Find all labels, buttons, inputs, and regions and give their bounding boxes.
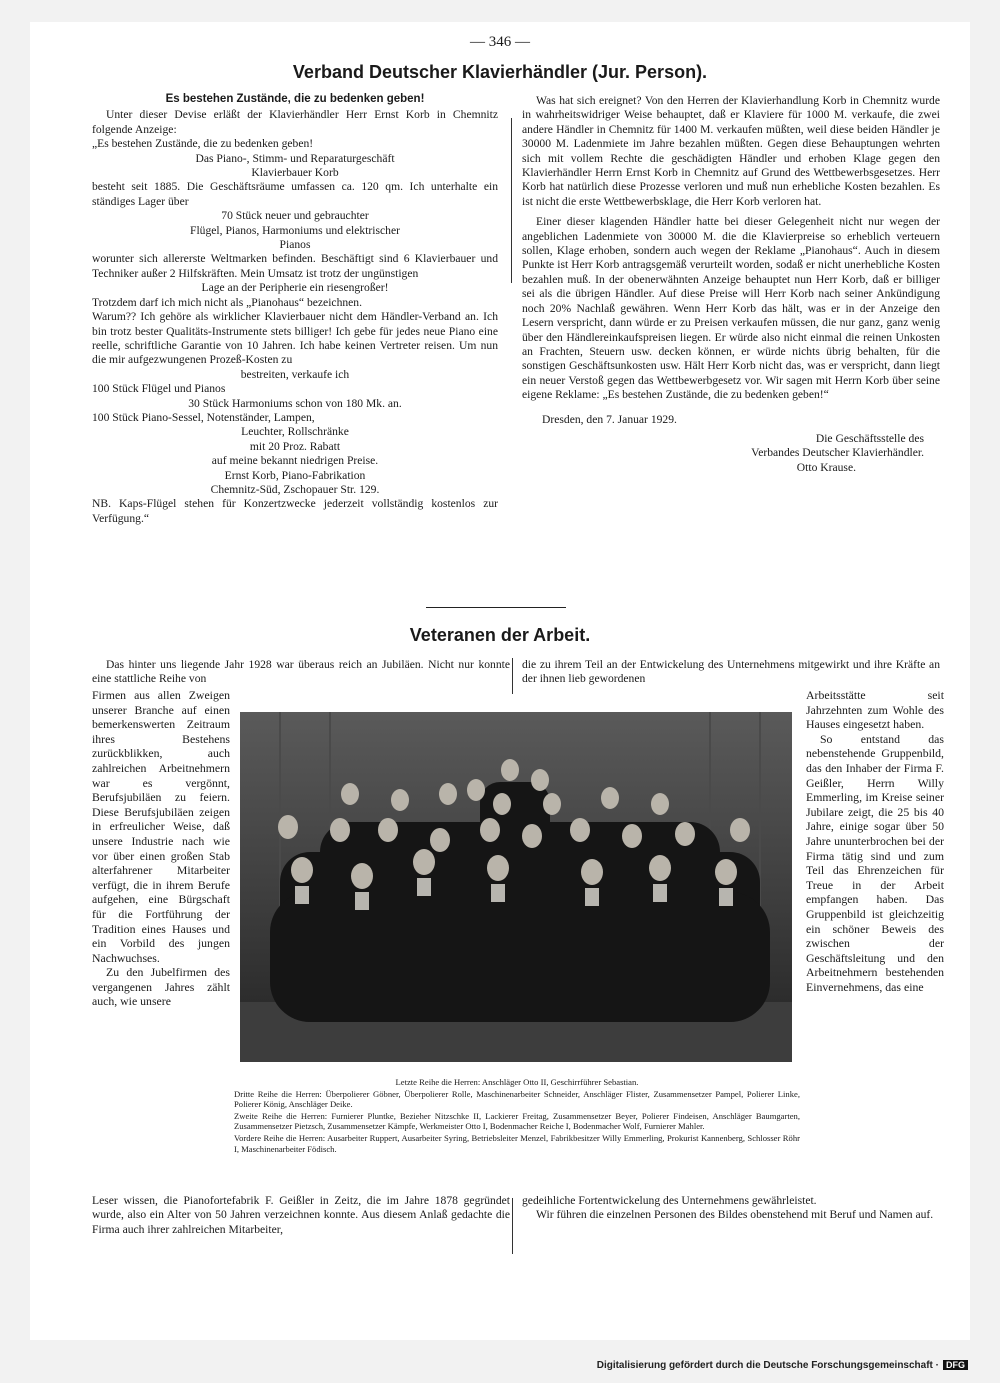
ad-line: Pianos — [279, 238, 311, 252]
dfg-logo: DFG — [943, 1360, 968, 1370]
section2-right-column — [806, 688, 944, 994]
section-rule — [426, 607, 566, 608]
paragraph: gedeihliche Fortentwickelung des Unternehmens gewährleistet. — [522, 1194, 817, 1207]
ad-line: auf meine bekannt niedrigen Preise. — [211, 454, 379, 468]
footer-credit — [597, 1360, 968, 1371]
ad-line: 100 Stück Flügel und Pianos — [92, 382, 226, 396]
ad-line: Warum?? Ich gehöre als wirklicher Klavierbauer nicht dem Händler-Verband an. Ich bin trotz bester Qualitäts-Instrumente stets billiger! Ich gebe für jedes neue Piano eine reelle, schriftliche Garantie von 10 Jahren. Ich habe keinen Vertreter reisen. Um nun die mir aufgezwungenen Prozeß-Kosten zu — [92, 310, 498, 367]
paragraph: Einer dieser klagenden Händler hatte bei dieser Gelegenheit nicht nur wegen der angeblichen Ladenmiete von 30000 M. die die Klavierpreise so erheblich verteuern sollen, Klage erhoben, sondern auch wegen der Reklame „Pianohaus“. Auch in diesem Punkte ist Herr Korb antragsgemäß verurteilt worden, sodaß er nicht unerhebliche Kosten bezahlen muß. In der obenerwähnten Anzeige behauptet nun Herr Korb, daß er billiger sei als die übrigen Händler. Auf diese Preise will Herr Korb nach seiner Ankündigung noch 20% Nachlaß gewähren. Wenn Herr Korb das hält, was er in der Anzeige den Lesern verspricht, dann würde er zu Preisen verkaufen müssen, die nur ganz, ganz wenig über den Händlereinkaufspreisen liegen. Er würde also nicht einmal die reinen Unkosten an Frachten, Steuern usw. decken können, er würde nichts übrig behalten, für die sonstigen Geschäftsunkosten usw. Hält Herr Korb nicht das, was er verspricht, dann liegt ein neuer Verstoß gegen das Wettbewerbgesetz vor. Wir sagen mit Herrn Korb über seine eigene Reklame: „Es bestehen Zustände, die zu bedenken geben!“ — [522, 215, 940, 402]
ad-line: Ernst Korb, Piano-Fabrikation — [224, 468, 366, 482]
paragraph: Wir führen die einzelnen Personen des Bildes obenstehend mit Beruf und Namen auf. — [536, 1208, 934, 1222]
column-divider — [512, 1198, 513, 1254]
signature-line: Verbandes Deutscher Klavierhändler. — [751, 446, 924, 460]
caption-line: Letzte Reihe die Herren: Anschläger Otto II, Geschirrführer Sebastian. — [395, 1077, 639, 1087]
section-title-verband: Verband Deutscher Klavierhändler (Jur. Person). — [292, 62, 708, 82]
ad-line: 30 Stück Harmoniums schon von 180 Mk. an. — [188, 396, 402, 410]
signature-line: Die Geschäftsstelle des — [815, 431, 924, 445]
section-title-veteranen: Veteranen der Arbeit. — [409, 625, 591, 645]
section2-left-column — [92, 688, 230, 1009]
group-photo — [240, 712, 792, 1062]
footer-text: Digitalisierung gefördert durch die Deutsche Forschungsgemeinschaft · — [596, 1360, 939, 1371]
ad-line: Chemnitz-Süd, Zschopauer Str. 129. — [210, 482, 380, 496]
group-photo-image — [240, 712, 792, 1062]
paragraph: Firmen aus allen Zweigen unserer Branche auf einen bemerkenswerten Zeitraum ihres Bestehens zurückblikken, auch zahlreichen Arbeitnehmern war es vergönnt, Berufsjubiläen zu feiern. Diese Berufsjubiläen zeigen in erfreulicher Weise, daß unsere Industrie nach wie vor über einen großen Stab alterfahrener Mitarbeiter verfügt, die in ihrem Berufe aufgehen, eine Bürgschaft für die Fortführung der Tradition eines Hauses und ein Vorbild des jungen Nachwuchses. — [92, 688, 230, 965]
ad-line: worunter sich allererste Weltmarken befinden. Beschäftigt sind 6 Klavierbauer und Techniker außer 2 Hilfskräften. Mein Umsatz ist trotz der ungünstigen — [92, 252, 498, 280]
column-divider — [511, 118, 512, 283]
paragraph: Zu den Jubelfirmen des vergangenen Jahres zählt auch, wie unsere — [92, 965, 230, 1009]
newspaper-page — [30, 22, 970, 1340]
paragraph: die zu ihrem Teil an der Entwickelung des Unternehmens mitgewirkt und ihre Kräfte an der ihnen lieb gewordenen — [522, 658, 940, 686]
ad-line: NB. Kaps-Flügel stehen für Konzertzwecke jederzeit vollständig kostenlos zur Verfügung.“ — [92, 497, 498, 525]
paragraph: Das hinter uns liegende Jahr 1928 war überaus reich an Jubiläen. Nicht nur konnte eine stattliche Reihe von — [92, 658, 510, 686]
ad-line: besteht seit 1885. Die Geschäftsräume umfassen ca. 120 qm. Ich unterhalte ein ständiges Lager über — [92, 180, 498, 208]
section2-top-right — [522, 658, 940, 687]
intro-text: Unter dieser Devise erläßt der Klavierhändler Herr Ernst Korb in Chemnitz folgende Anzeige: — [92, 108, 498, 136]
ad-line: 70 Stück neuer und gebrauchter — [221, 209, 369, 223]
ad-line: „Es bestehen Zustände, die zu bedenken geben! — [92, 137, 314, 151]
section1-right-column — [522, 94, 940, 475]
column-divider — [512, 658, 513, 694]
caption-line: Dritte Reihe die Herren: Überpolierer Göbner, Überpolierer Rolle, Maschinenarbeiter Schneider, Anschläger Flister, Zusammensetzer Pampel, Polierer Linke, Polierer König, Anschläger Deike. — [234, 1088, 800, 1110]
photo-caption — [234, 1077, 800, 1155]
ad-line: Klavierbauer Korb — [251, 166, 339, 180]
ad-subtitle: Es bestehen Zustände, die zu bedenken geben! — [165, 93, 425, 105]
ad-line: 100 Stück Piano-Sessel, Notenständer, Lampen, — [92, 410, 315, 424]
ad-line: Lage an der Peripherie ein riesengroßer! — [201, 281, 389, 295]
ad-line: Trotzdem darf ich mich nicht als „Pianohaus“ bezeichnen. — [92, 295, 363, 309]
section2-bottom-left — [92, 1194, 510, 1237]
ad-line: Das Piano-, Stimm- und Reparaturgeschäft — [195, 151, 395, 165]
ad-line: Flügel, Pianos, Harmoniums und elektrischer — [190, 223, 400, 237]
paragraph: Leser wissen, die Pianofortefabrik F. Geißler in Zeitz, die im Jahre 1878 gegründet wurde, also ein Alter von 50 Jahren verzeichnen konnte. Aus diesem Anlaß gedachte die Firma auch ihrer zahlreichen Mitarbeiter, — [92, 1194, 510, 1236]
section2-bottom-right — [522, 1194, 940, 1223]
ad-line: Leuchter, Rollschränke — [241, 425, 349, 439]
section2-top-left — [92, 658, 510, 687]
signature-line: Otto Krause. — [796, 460, 856, 474]
paragraph: So entstand das nebenstehende Gruppenbild, das den Inhaber der Firma F. Geißler, Herrn Willy Emmerling, im Kreise seiner Jubilare zeigt, die 25 bis 40 Jahre, einige sogar über 50 Jahre ununterbrochen bei der Firma tätig sind und zum Teil das Ehrenzeichen für Treue in der Arbeit empfangen haben. Das Gruppenbild ist gleichzeitig ein schöner Beweis des zwischen der Geschäftsleitung und den Arbeitnehmern bestehenden Einvernehmens, das eine — [806, 731, 944, 994]
caption-line: Zweite Reihe die Herren: Furnierer Pluntke, Bezieher Nitzschke II, Lackierer Freitag, Zusammensetzer Beyer, Polierer Findeisen, Anschläger Baumgarten, Zusammensetzer Pietzsch, Zusammensetzer Kämpfe, Werkmeister Otto I, Bodenmacher Reiche I, Bodenmacher Wolf, Furnierer Mahler. — [234, 1110, 800, 1132]
ad-line: mit 20 Proz. Rabatt — [249, 439, 341, 453]
page-number: — 346 — — [470, 34, 530, 50]
paragraph: Arbeitsstätte seit Jahrzehnten zum Wohle des Hauses eingesetzt haben. — [806, 688, 944, 732]
section1-left-column — [92, 92, 498, 526]
dateline: Dresden, den 7. Januar 1929. — [542, 412, 677, 426]
paragraph: Was hat sich ereignet? Von den Herren der Klavierhandlung Korb in Chemnitz wurde in wahrheitswidriger Weise behauptet, daß er Klaviere für 1000 M. verkaufe, die zwei andere Händler in Chemnitz für 1400 M. verkaufen müßten, weil diese beiden Händler je 30000 M. Ladenmiete im Jahre bezahlen müßten. Gegen diese Behauptungen wehrten sich mit vollem Rechte die geschädigten Händler und erhoben Klage gegen den Klavierhändler Herrn Ernst Korb in Chemnitz auf Grund des Wettbewerbsgesetzes. Herr Korb hat natürlich diese Prozesse verloren und muß nun erhebliche Kosten bezahlen. Es ist nicht die erste Wettbewerbsklage, die Herr Korb verloren hat. — [522, 94, 940, 208]
caption-line: Vordere Reihe die Herren: Ausarbeiter Ruppert, Ausarbeiter Syring, Betriebsleiter Menzel, Fabrikbesitzer Willy Emmerling, Prokurist Kannenberg, Schlosser Röhr I, Maschinenarbeiter Födisch. — [234, 1132, 800, 1154]
ad-line: bestreiten, verkaufe ich — [240, 367, 350, 381]
